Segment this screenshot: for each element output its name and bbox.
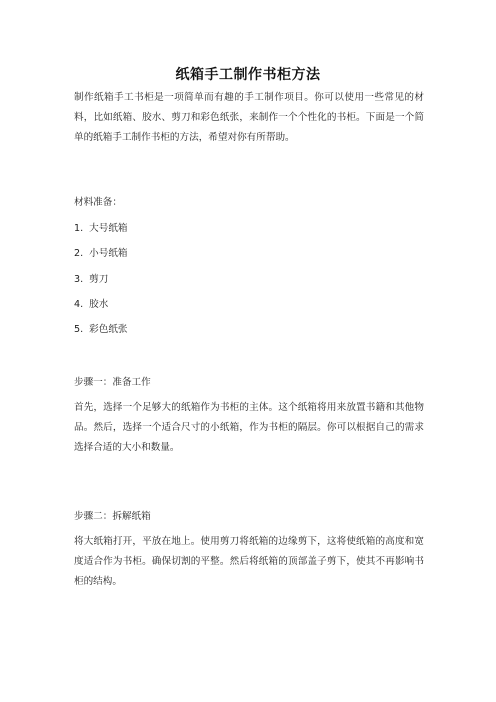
material-item-number: 3. <box>74 274 84 285</box>
intro-paragraph: 制作纸箱手工书柜是一项简单而有趣的手工制作项目。你可以使用一些常见的材料，比如纸箱、胶水、剪刀和彩色纸张，来制作一个个性化的书柜。下面是一个简单的纸箱手工制作书柜的方法，希望对你有所帮助。 <box>74 92 424 143</box>
material-item-number: 2. <box>74 248 84 259</box>
material-item-number: 4. <box>74 299 84 310</box>
material-item-text: 彩色纸张 <box>89 324 128 335</box>
material-item <box>74 244 424 264</box>
material-item-number: 1. <box>74 223 84 234</box>
material-item-text: 胶水 <box>89 299 109 310</box>
material-item <box>74 295 424 315</box>
step2-heading: 步骤二：拆解纸箱 <box>74 511 151 522</box>
step1-paragraph: 首先，选择一个足够大的纸箱作为书柜的主体。这个纸箱将用来放置书籍和其他物品。然后，选择一个适合尺寸的小纸箱，作为书柜的隔层。你可以根据自己的需求选择合适的大小和数量。 <box>74 402 424 453</box>
material-item <box>74 270 424 290</box>
step1-heading: 步骤一：准备工作 <box>74 377 151 388</box>
material-item-text: 大号纸箱 <box>89 223 128 234</box>
materials-heading: 材料准备： <box>74 197 122 208</box>
material-item-text: 剪刀 <box>89 274 109 285</box>
material-item-number: 5. <box>74 324 84 335</box>
document-title: 纸箱手工制作书柜方法 <box>175 67 321 83</box>
material-item <box>74 219 424 239</box>
material-item <box>74 320 424 340</box>
step2-paragraph: 将大纸箱打开，平放在地上。使用剪刀将纸箱的边缘剪下，这将使纸箱的高度和宽度适合作为书柜。确保切割的平整。然后将纸箱的顶部盖子剪下，使其不再影响书柜的结构。 <box>74 536 424 587</box>
material-item-text: 小号纸箱 <box>89 248 128 259</box>
